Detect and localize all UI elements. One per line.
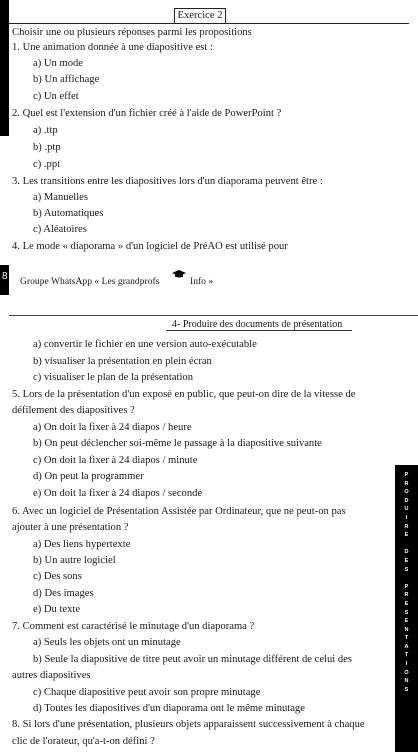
section-header-rule xyxy=(166,330,352,331)
q3-option-c: c) Aléatoires xyxy=(33,224,87,235)
q7-option-b-line2: autres diapositives xyxy=(12,670,91,681)
q5-option-d: d) On peut la programmer xyxy=(33,471,144,482)
banner-letter: N xyxy=(404,678,409,685)
banner-letter: R xyxy=(404,523,409,530)
banner-letter: R xyxy=(404,592,409,599)
banner-letter: S xyxy=(404,566,409,573)
q7-option-a: a) Seuls les objets ont un minutage xyxy=(33,637,181,648)
banner-letter: E xyxy=(404,600,409,607)
exercise-title: Exercice 2 xyxy=(174,8,226,24)
q2-option-c: c) .ppt xyxy=(33,159,61,170)
question-1: 1. Une animation donnée à une diapositive est : xyxy=(12,42,213,53)
q4-option-c: c) visualiser le plan de la présentation xyxy=(33,372,194,383)
q7-option-c: c) Chaque diapositive peut avoir son propre minutage xyxy=(33,687,261,698)
banner-letter: I xyxy=(405,661,408,668)
left-tab-number: 8 xyxy=(2,271,8,282)
vertical-section-banner xyxy=(395,465,418,752)
banner-letter: E xyxy=(404,618,409,625)
left-black-bar xyxy=(0,0,9,136)
q6-option-d: d) Des images xyxy=(33,588,94,599)
q4-option-b: b) visualiser la présentation en plein écran xyxy=(33,356,212,367)
question-6-line2: ajouter à une présentation ? xyxy=(12,522,129,533)
whatsapp-label-prefix: Groupe WhatsApp « Les grandprofs xyxy=(20,276,160,287)
banner-letter: D xyxy=(404,497,409,504)
banner-letter: D xyxy=(404,549,409,556)
banner-letter: T xyxy=(404,635,409,642)
question-2: 2. Quel est l'extension d'un fichier créé à l'aide de PowerPoint ? xyxy=(12,108,282,119)
question-8-line2: clic de l'orateur, qu'a-t-on défini ? xyxy=(12,736,155,747)
question-5-line2: défilement des diapositives ? xyxy=(12,405,135,416)
question-3: 3. Les transitions entre les diapositives lors d'un diaporama peuvent être : xyxy=(12,176,323,187)
question-6-line1: 6. Avec un logiciel de Présentation Assistée par Ordinateur, que ne peut-on pas xyxy=(12,506,346,517)
q7-option-b-line1: b) Seule la diapositive de titre peut avoir un minutage différent de celui des xyxy=(33,654,352,665)
banner-letter: O xyxy=(404,489,409,496)
banner-letter: U xyxy=(404,506,409,513)
q1-option-c: c) Un effet xyxy=(33,91,79,102)
banner-letter: R xyxy=(404,480,409,487)
banner-letter: O xyxy=(404,669,409,676)
q5-option-a: a) On doit la fixer à 24 diapos / heure xyxy=(33,422,192,433)
q6-option-e: e) Du texte xyxy=(33,604,81,615)
question-4: 4. Le mode « diaporama » d'un logiciel de PréAO est utilisé pour xyxy=(12,241,288,252)
q7-option-d: d) Toutes les diapositives d'un diaporama ont le même minutage xyxy=(33,703,305,714)
q1-option-a: a) Un mode xyxy=(33,58,84,69)
q6-option-c: c) Des sons xyxy=(33,571,82,582)
q1-option-b: b) Un affichage xyxy=(33,74,100,85)
banner-letter: E xyxy=(404,532,409,539)
graduation-cap-icon xyxy=(172,270,186,278)
question-7: 7. Comment est caractérisé le minutage d'un diaporama ? xyxy=(12,621,255,632)
q3-option-b: b) Automatiques xyxy=(33,208,104,219)
question-8-line1: 8. Si lors d'une présentation, plusieurs objets apparaissent successivement à chaque xyxy=(12,719,365,730)
banner-letter: S xyxy=(404,686,409,693)
q2-option-b: b) .ptp xyxy=(33,142,61,153)
banner-letter: E xyxy=(404,557,409,564)
q5-option-e: e) On doit la fixer à 24 diapos / seconde xyxy=(33,488,203,499)
whatsapp-label-suffix: Info » xyxy=(190,276,214,287)
q6-option-b: b) Un autre logiciel xyxy=(33,555,116,566)
section-header: 4- Produire des documents de présentation xyxy=(172,319,343,330)
banner-letter: N xyxy=(404,626,409,633)
q4-option-a: a) convertir le fichier en une version auto-exécutable xyxy=(33,339,257,350)
page-divider xyxy=(9,315,418,316)
banner-letter: A xyxy=(404,643,409,650)
question-5-line1: 5. Lors de la présentation d'un exposé en public, que peut-on dire de la vitesse de xyxy=(12,389,356,400)
title-rule xyxy=(9,23,409,24)
q5-option-c: c) On doit la fixer à 24 diapos / minute xyxy=(33,455,198,466)
instruction-text: Choisir une ou plusieurs réponses parmi les propositions xyxy=(12,27,252,38)
q3-option-a: a) Manuelles xyxy=(33,192,89,203)
q5-option-b: b) On peut déclencher soi-même le passage à la diapositive suivante xyxy=(33,438,322,449)
banner-letter: S xyxy=(404,609,409,616)
banner-letter: P xyxy=(404,583,409,590)
banner-letter: P xyxy=(404,472,409,478)
banner-letter: I xyxy=(405,514,408,521)
banner-letter: T xyxy=(404,652,409,659)
q2-option-a: a) .ttp xyxy=(33,125,58,136)
q6-option-a: a) Des liens hypertexte xyxy=(33,539,131,550)
left-black-tab xyxy=(0,265,9,295)
